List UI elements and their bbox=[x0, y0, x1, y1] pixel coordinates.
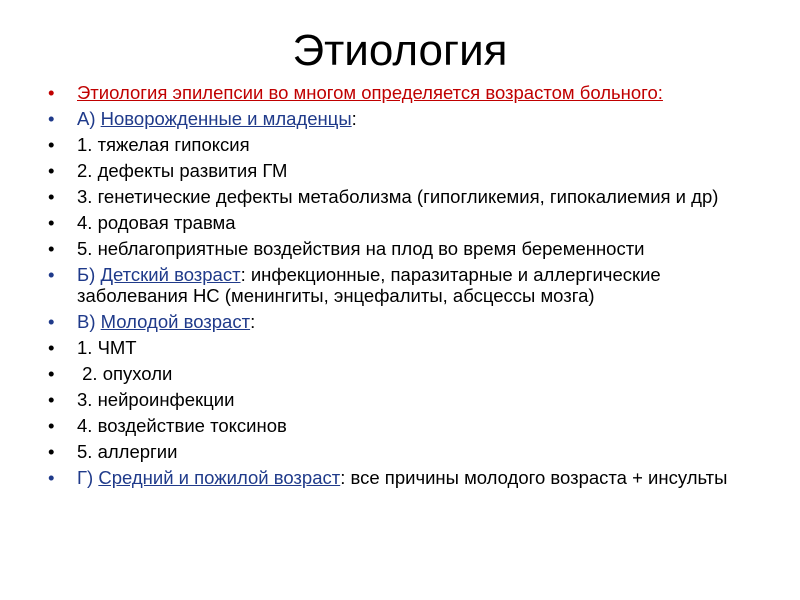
item-text: 4. родовая травма bbox=[77, 212, 236, 233]
list-item bbox=[48, 212, 768, 233]
item-text: 1. тяжелая гипоксия bbox=[77, 134, 250, 155]
list-item bbox=[48, 160, 768, 181]
bullet-icon: • bbox=[48, 467, 55, 488]
item-text: 2. опухоли bbox=[77, 363, 173, 384]
bullet-icon: • bbox=[48, 441, 55, 462]
intro-text: Этиология эпилепсии во многом определяется возрастом больного: bbox=[77, 82, 663, 103]
list-item-newborns bbox=[48, 108, 768, 129]
bullet-icon: • bbox=[48, 389, 55, 410]
bullet-icon: • bbox=[48, 82, 55, 103]
middle-elderly-age-link[interactable]: Средний и пожилой возраст bbox=[98, 467, 341, 488]
section-suffix: : инфекционные, паразитарные и аллергические заболевания НС (менингиты, энцефалиты, абсцессы мозга) bbox=[77, 264, 661, 306]
section-prefix: А) bbox=[77, 108, 101, 129]
young-age-link[interactable]: Молодой возраст bbox=[100, 311, 251, 332]
item-text: 4. воздействие токсинов bbox=[77, 415, 287, 436]
newborns-link[interactable]: Новорожденные и младенцы bbox=[100, 108, 352, 129]
bullet-icon: • bbox=[48, 108, 55, 129]
section-suffix: : все причины молодого возраста + инсульты bbox=[340, 467, 728, 488]
list-item bbox=[48, 441, 768, 462]
bullet-icon: • bbox=[48, 337, 55, 358]
item-text: 1. ЧМТ bbox=[77, 337, 137, 358]
bullet-icon: • bbox=[48, 264, 55, 285]
children-age-link[interactable]: Детский возраст bbox=[100, 264, 241, 285]
bullet-icon: • bbox=[48, 415, 55, 436]
list-item-elderly bbox=[48, 467, 768, 488]
list-item bbox=[48, 389, 768, 410]
item-text: 3. нейроинфекции bbox=[77, 389, 235, 410]
slide-title: Этиология bbox=[292, 26, 508, 75]
bullet-icon: • bbox=[48, 311, 55, 332]
bullet-icon: • bbox=[48, 238, 55, 259]
list-item-children bbox=[48, 264, 768, 306]
item-text: 5. аллергии bbox=[77, 441, 178, 462]
list-item bbox=[48, 134, 768, 155]
list-item bbox=[48, 337, 768, 358]
section-suffix: : bbox=[351, 108, 357, 129]
item-text: 2. дефекты развития ГМ bbox=[77, 160, 288, 181]
section-prefix: Б) bbox=[77, 264, 101, 285]
item-text: 3. генетические дефекты метаболизма (гипогликемия, гипокалиемия и др) bbox=[77, 186, 719, 207]
list-item bbox=[48, 238, 768, 259]
section-suffix: : bbox=[250, 311, 256, 332]
bullet-icon: • bbox=[48, 160, 55, 181]
bullet-icon: • bbox=[48, 363, 55, 384]
section-prefix: В) bbox=[77, 311, 101, 332]
item-text: 5. неблагоприятные воздействия на плод во время беременности bbox=[77, 238, 645, 259]
list-item-young bbox=[48, 311, 768, 332]
bullet-icon: • bbox=[48, 134, 55, 155]
list-item bbox=[48, 415, 768, 436]
list-item-intro bbox=[48, 82, 768, 103]
list-item bbox=[48, 186, 768, 207]
list-item bbox=[48, 363, 768, 384]
bullet-list bbox=[48, 82, 768, 493]
bullet-icon: • bbox=[48, 186, 55, 207]
section-prefix: Г) bbox=[77, 467, 99, 488]
bullet-icon: • bbox=[48, 212, 55, 233]
